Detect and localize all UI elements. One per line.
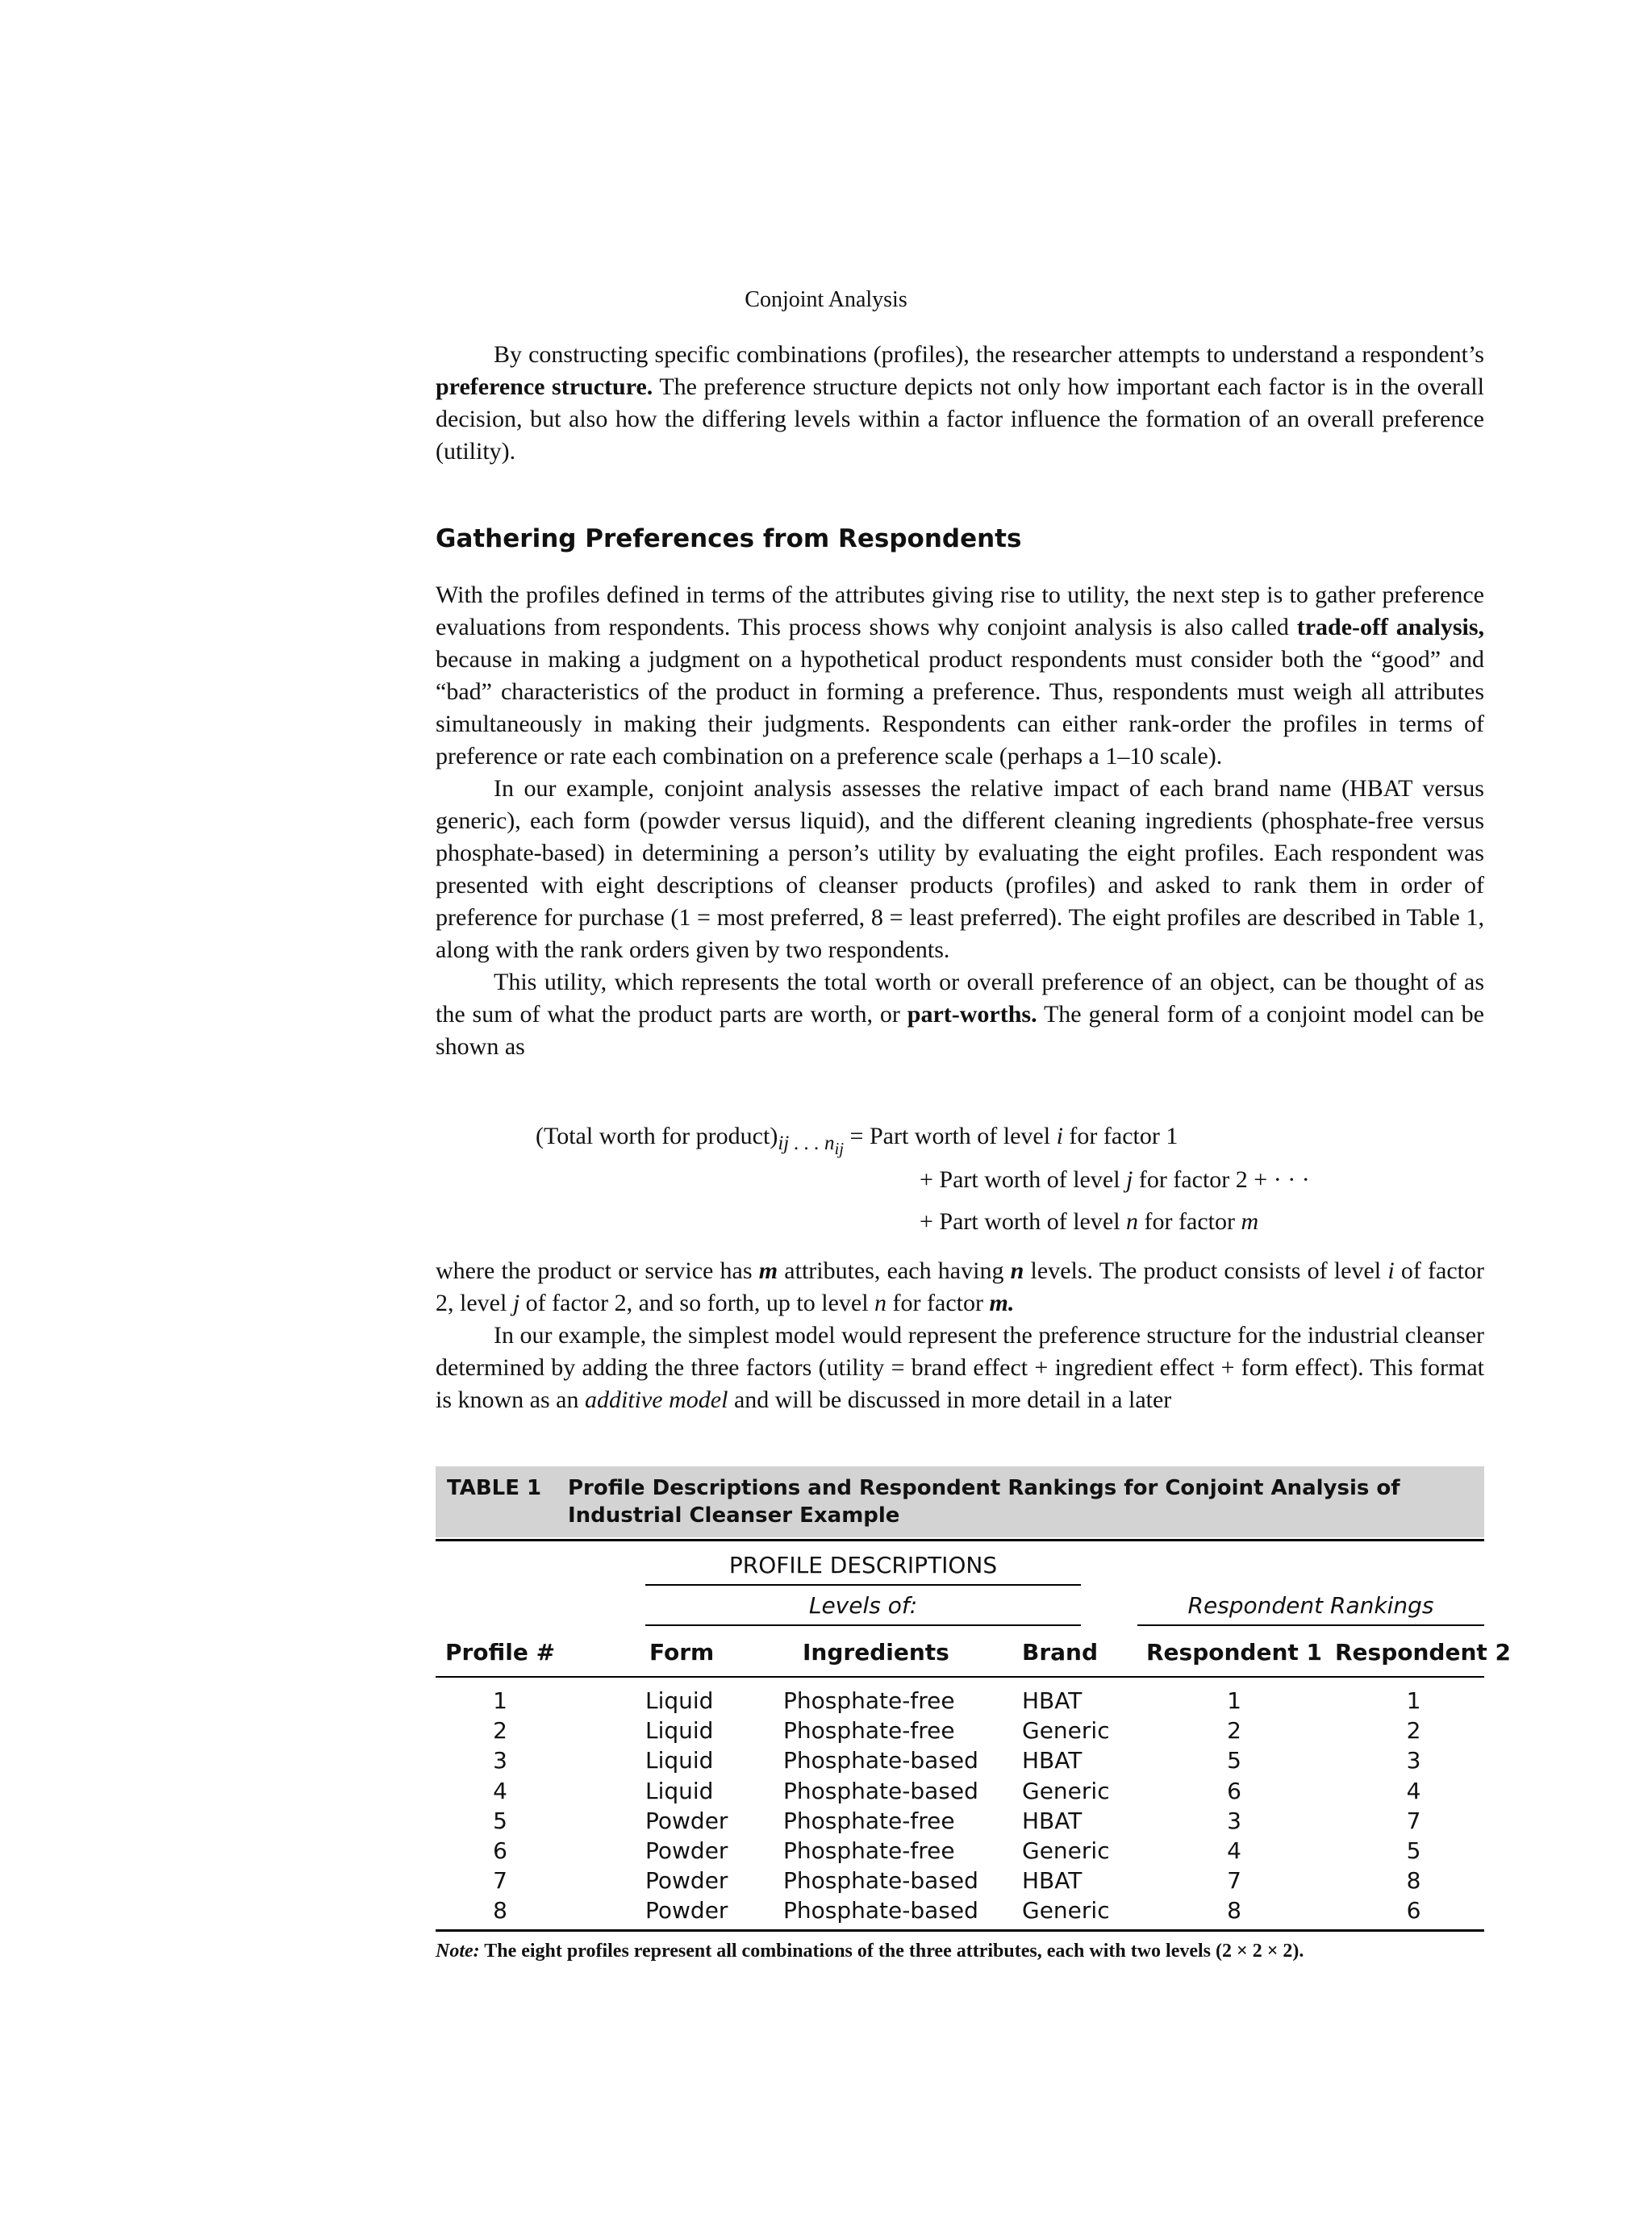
cell-respondent-1: 1: [1227, 1687, 1241, 1714]
table-caption-banner: [436, 1466, 1484, 1537]
section-heading: Gathering Preferences from Respondents: [436, 524, 1022, 553]
term-preference-structure: preference structure.: [436, 373, 653, 400]
levels-rule: [645, 1624, 1081, 1626]
cell-respondent-2: 2: [1406, 1717, 1421, 1745]
cell-ingredients: Phosphate-free: [783, 1837, 955, 1864]
table-top-rule: [436, 1539, 1484, 1541]
group-header-profile-descriptions: PROFILE DESCRIPTIONS: [728, 1552, 998, 1578]
cell-brand: Generic: [1022, 1777, 1110, 1804]
cell-respondent-2: 1: [1406, 1687, 1421, 1714]
cell-respondent-1: 4: [1227, 1837, 1241, 1864]
rankings-rule: [1137, 1624, 1484, 1626]
levels-header: Levels of:: [808, 1592, 918, 1619]
cell-ingredients: Phosphate-free: [783, 1807, 955, 1834]
cell-ingredients: Phosphate-based: [783, 1867, 978, 1895]
cell-profile: 8: [493, 1897, 507, 1924]
main-text: With the profiles defined in terms of the attributes giving rise to utility, the next step is to gather preference evaluations from respondents. This process shows why conjoint analysis is also called trade-off analysis, because in making a judgment on a hypothetical product respondents must consider both the “good” and “bad” characteristics of the product in forming a preference. Thus, respondents must weigh all attributes simultaneously in making their judgments. Respondents can either rank-order the profiles in terms of preference or rate each combination on a preference scale (perhaps a 1–10 scale). In our example, conjoint analysis assesses the relative impact of each brand name (HBAT versus generic), each form (powder versus liquid), and the different cleaning ingredients (phosphate-free versus phosphate-based) in determining a person’s utility by evaluating the eight profiles. Each respondent was presented with eight descriptions of cleanser products (profiles) and asked to rank them in order of preference for purchase (1 = most preferred, 8 = least preferred). The eight profiles are described in Table 1, along with the rank orders given by two respondents. This utility, which represents the total worth or overall preference of an object, can be thought of as the sum of what the product parts are worth, or part-worths. The general form of a conjoint model can be shown as: [436, 582, 1484, 1060]
col-header-form: Form: [649, 1639, 715, 1666]
cell-brand: Generic: [1022, 1837, 1110, 1864]
cell-form: Liquid: [645, 1747, 714, 1774]
cell-form: Liquid: [645, 1687, 714, 1714]
cell-respondent-1: 3: [1227, 1807, 1241, 1834]
term-additive-model: additive model: [584, 1386, 728, 1413]
cell-profile: 1: [493, 1687, 507, 1714]
cell-ingredients: Phosphate-based: [783, 1747, 978, 1774]
cell-form: Powder: [645, 1837, 728, 1864]
cell-brand: HBAT: [1022, 1807, 1083, 1834]
table-note: Note: The eight profiles represent all combinations of the three attributes, each with two levels (2 × 2 × 2).: [436, 1941, 1304, 1962]
cell-respondent-1: 7: [1227, 1867, 1241, 1895]
table-caption: Profile Descriptions and Respondent Rankings for Conjoint Analysis of Industrial Cleanser Example: [568, 1476, 1400, 1528]
cell-profile: 4: [493, 1777, 507, 1804]
cell-brand: HBAT: [1022, 1747, 1083, 1774]
intro-paragraph: By constructing specific combinations (profiles), the researcher attempts to understand a respondent’s preference structure. The preference structure depicts not only how important each factor is in the overall decision, but also how the differing levels within a factor influence the formation of an overall preference (utility).: [436, 341, 1484, 465]
cell-brand: HBAT: [1022, 1687, 1083, 1714]
cell-respondent-1: 5: [1227, 1747, 1241, 1774]
col-header-respondent-1: Respondent 1: [1145, 1639, 1322, 1666]
formula-line-2: + Part worth of level j for factor 2 + · · ·: [920, 1166, 1310, 1193]
cell-brand: Generic: [1022, 1717, 1110, 1745]
paragraph-example: In our example, conjoint analysis assesses the relative impact of each brand name (HBAT versus generic), each form (powder versus liquid), and the different cleaning ingredients (phosphate-free versus phosphate-based) in determining a person’s utility by evaluating the eight profiles. Each respondent was presented with eight descriptions of cleanser products (profiles) and asked to rank them in order of preference for purchase (1 = most preferred, 8 = least preferred). The eight profiles are described in Table 1, along with the rank orders given by two respondents.: [436, 775, 1484, 963]
cell-form: Powder: [645, 1897, 728, 1924]
cell-profile: 7: [493, 1867, 507, 1895]
cell-respondent-2: 3: [1406, 1747, 1421, 1774]
cell-respondent-1: 6: [1227, 1777, 1241, 1804]
col-header-profile: Profile #: [444, 1639, 556, 1666]
cell-ingredients: Phosphate-based: [783, 1897, 978, 1924]
rankings-header: Respondent Rankings: [1187, 1592, 1434, 1619]
cell-profile: 5: [493, 1807, 507, 1834]
running-head: Conjoint Analysis: [745, 287, 907, 312]
term-trade-off-analysis: trade-off analysis,: [1296, 614, 1484, 640]
formula-line-3: + Part worth of level n for factor m: [920, 1208, 1259, 1235]
cell-respondent-1: 2: [1227, 1717, 1241, 1745]
table-bottom-rule: [436, 1929, 1484, 1932]
cell-ingredients: Phosphate-free: [783, 1717, 955, 1745]
col-header-ingredients: Ingredients: [803, 1639, 949, 1666]
cell-form: Powder: [645, 1807, 728, 1834]
cell-profile: 3: [493, 1747, 507, 1774]
group-rule: [645, 1584, 1081, 1586]
cell-respondent-2: 8: [1406, 1867, 1421, 1895]
cell-form: Powder: [645, 1867, 728, 1895]
cell-brand: HBAT: [1022, 1867, 1083, 1895]
col-header-brand: Brand: [1022, 1639, 1099, 1666]
cell-brand: Generic: [1022, 1897, 1110, 1924]
col-header-respondent-2: Respondent 2: [1335, 1639, 1512, 1666]
formula-line-1: (Total worth for $product)_{ij . . . n_{ij}}$ = Part worth of level i for factor 1: [536, 1123, 1179, 1158]
cell-respondent-1: 8: [1227, 1897, 1241, 1924]
cell-ingredients: Phosphate-free: [783, 1687, 955, 1714]
term-part-worths: part-worths.: [907, 1001, 1037, 1028]
cell-profile: 2: [493, 1717, 507, 1745]
cell-form: Liquid: [645, 1777, 714, 1804]
cell-ingredients: Phosphate-based: [783, 1777, 978, 1804]
header-bottom-rule: [436, 1676, 1484, 1678]
cell-form: Liquid: [645, 1717, 714, 1745]
post-formula-text: where the product or service has m attributes, each having n levels. The product consists of level i of factor 2, level j of factor 2, and so forth, up to level n for factor m. In our example, the simplest model would represent the preference structure for the industrial cleanser determined by adding the three factors (utility = brand effect + ingredient effect + form effect). This format is known as an additive model and will be discussed in more detail in a later: [436, 1257, 1485, 1413]
table-number: TABLE 1: [447, 1476, 542, 1500]
cell-respondent-2: 6: [1406, 1897, 1421, 1924]
cell-profile: 6: [493, 1837, 507, 1864]
cell-respondent-2: 5: [1406, 1837, 1421, 1864]
cell-respondent-2: 7: [1406, 1807, 1421, 1834]
cell-respondent-2: 4: [1406, 1777, 1421, 1804]
